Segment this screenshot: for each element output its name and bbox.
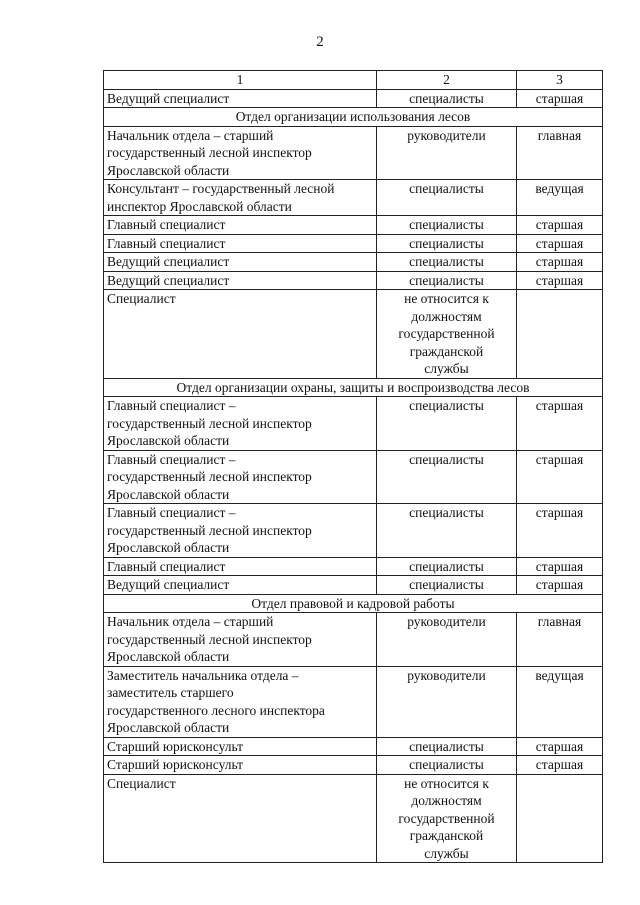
position-cell: Специалист: [104, 774, 377, 863]
table-header-row: [104, 71, 603, 90]
category-cell: руководители: [377, 666, 517, 737]
position-cell: Главный специалист – государственный лесной инспектор Ярославской области: [104, 504, 377, 558]
category-cell: специалисты: [377, 253, 517, 272]
table-row: [104, 576, 603, 595]
table-row: [104, 89, 603, 108]
category-cell: руководители: [377, 126, 517, 180]
category-cell: специалисты: [377, 576, 517, 595]
table-row: [104, 737, 603, 756]
group-cell: старшая: [517, 756, 603, 775]
position-cell: Старший юрисконсульт: [104, 756, 377, 775]
group-cell: старшая: [517, 271, 603, 290]
category-cell: специалисты: [377, 756, 517, 775]
position-cell: Главный специалист: [104, 234, 377, 253]
position-cell: Старший юрисконсульт: [104, 737, 377, 756]
category-cell: специалисты: [377, 557, 517, 576]
positions-table-body: [104, 71, 603, 863]
position-cell: Ведущий специалист: [104, 89, 377, 108]
category-cell: специалисты: [377, 216, 517, 235]
table-row: [104, 774, 603, 863]
column-header-3: 3: [517, 71, 603, 90]
group-cell: ведущая: [517, 180, 603, 216]
group-cell: старшая: [517, 450, 603, 504]
category-cell: специалисты: [377, 89, 517, 108]
group-cell: главная: [517, 613, 603, 667]
table-row: [104, 253, 603, 272]
section-title: Отдел организации использования лесов: [104, 108, 603, 127]
table-row: [104, 557, 603, 576]
category-cell: специалисты: [377, 234, 517, 253]
group-cell: [517, 774, 603, 863]
category-cell: специалисты: [377, 737, 517, 756]
table-row: [104, 756, 603, 775]
category-cell: специалисты: [377, 271, 517, 290]
section-title: Отдел правовой и кадровой работы: [104, 594, 603, 613]
category-cell: не относится к должностям государственной гражданской службы: [377, 290, 517, 379]
section-title: Отдел организации охраны, защиты и воспроизводства лесов: [104, 378, 603, 397]
position-cell: Заместитель начальника отдела – заместитель старшего государственного лесного инспектора Ярославской области: [104, 666, 377, 737]
table-row: [104, 271, 603, 290]
group-cell: [517, 290, 603, 379]
column-header-1: 1: [104, 71, 377, 90]
table-row: [104, 397, 603, 451]
group-cell: старшая: [517, 397, 603, 451]
position-cell: Специалист: [104, 290, 377, 379]
group-cell: старшая: [517, 234, 603, 253]
table-row: [104, 180, 603, 216]
position-cell: Начальник отдела – старший государственный лесной инспектор Ярославской области: [104, 126, 377, 180]
group-cell: старшая: [517, 89, 603, 108]
table-row: [104, 216, 603, 235]
category-cell: руководители: [377, 613, 517, 667]
group-cell: старшая: [517, 504, 603, 558]
group-cell: главная: [517, 126, 603, 180]
position-cell: Консультант – государственный лесной инспектор Ярославской области: [104, 180, 377, 216]
category-cell: специалисты: [377, 180, 517, 216]
position-cell: Главный специалист – государственный лесной инспектор Ярославской области: [104, 397, 377, 451]
column-header-2: 2: [377, 71, 517, 90]
position-cell: Главный специалист: [104, 216, 377, 235]
group-cell: старшая: [517, 216, 603, 235]
group-cell: ведущая: [517, 666, 603, 737]
table-row: [104, 450, 603, 504]
position-cell: Главный специалист – государственный лесной инспектор Ярославской области: [104, 450, 377, 504]
table-row: [104, 613, 603, 667]
section-header-row: [104, 594, 603, 613]
table-row: [104, 290, 603, 379]
position-cell: Ведущий специалист: [104, 253, 377, 272]
position-cell: Ведущий специалист: [104, 271, 377, 290]
category-cell: специалисты: [377, 397, 517, 451]
category-cell: специалисты: [377, 450, 517, 504]
position-cell: Ведущий специалист: [104, 576, 377, 595]
category-cell: специалисты: [377, 504, 517, 558]
group-cell: старшая: [517, 576, 603, 595]
page-number: 2: [316, 34, 324, 50]
group-cell: старшая: [517, 737, 603, 756]
group-cell: старшая: [517, 557, 603, 576]
table-row: [104, 234, 603, 253]
table-row: [104, 666, 603, 737]
table-row: [104, 126, 603, 180]
positions-table: [103, 70, 603, 863]
table-row: [104, 504, 603, 558]
group-cell: старшая: [517, 253, 603, 272]
position-cell: Начальник отдела – старший государственный лесной инспектор Ярославской области: [104, 613, 377, 667]
section-header-row: [104, 108, 603, 127]
position-cell: Главный специалист: [104, 557, 377, 576]
category-cell: не относится к должностям государственной гражданской службы: [377, 774, 517, 863]
section-header-row: [104, 378, 603, 397]
